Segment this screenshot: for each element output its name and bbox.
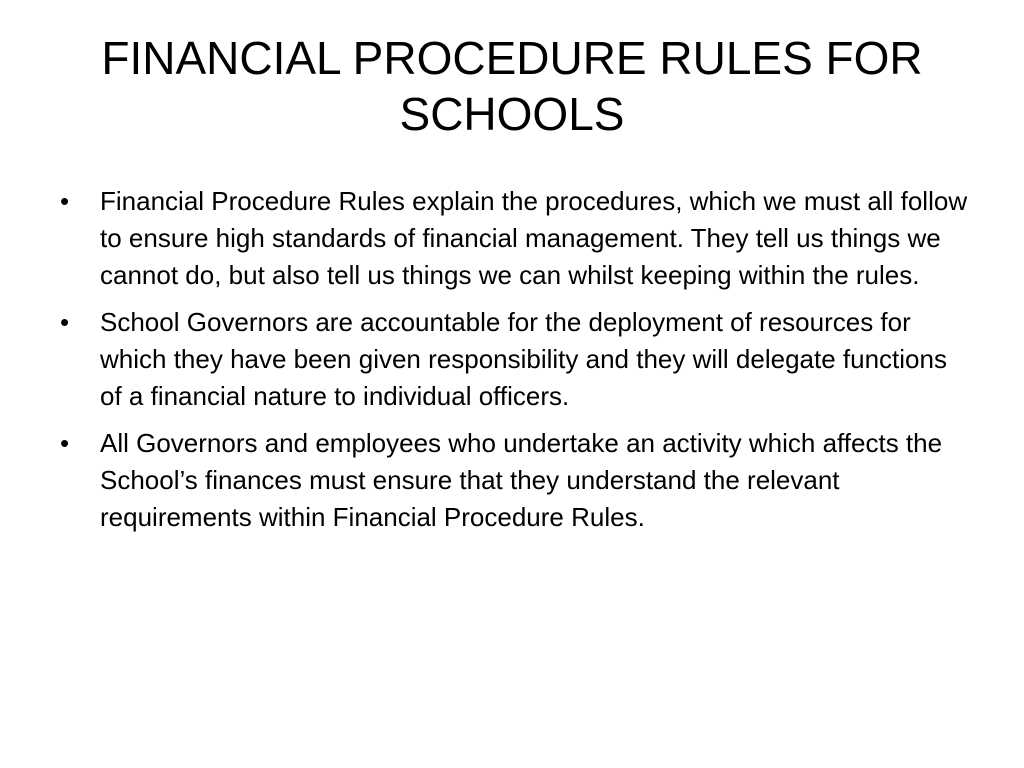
bullet-text: School Governors are accountable for the deployment of resources for which they have been given responsibility and they will delegate functions of a financial nature to individual officers. (100, 307, 947, 411)
bullet-text: All Governors and employees who undertake an activity which affects the School’s finances must ensure that they understand the relevant requirements within Financial Procedure Rules. (100, 428, 943, 532)
bullet-icon: • (60, 428, 70, 458)
bullet-item-school-governors (60, 304, 970, 415)
bullet-text: Financial Procedure Rules explain the procedures, which we must all follow to ensure high standards of financial management. They tell us things we cannot do, but also tell us things we can whilst keeping within the rules. (100, 186, 968, 290)
bullet-item-governors-and-employees (60, 425, 970, 536)
bullet-icon: • (60, 307, 70, 337)
bullet-list (60, 183, 970, 546)
bullet-item-financial-procedure-rules (60, 183, 970, 294)
slide-title: FINANCIAL PROCEDURE RULES FOR SCHOOLS (101, 32, 923, 140)
bullet-icon: • (60, 186, 70, 216)
